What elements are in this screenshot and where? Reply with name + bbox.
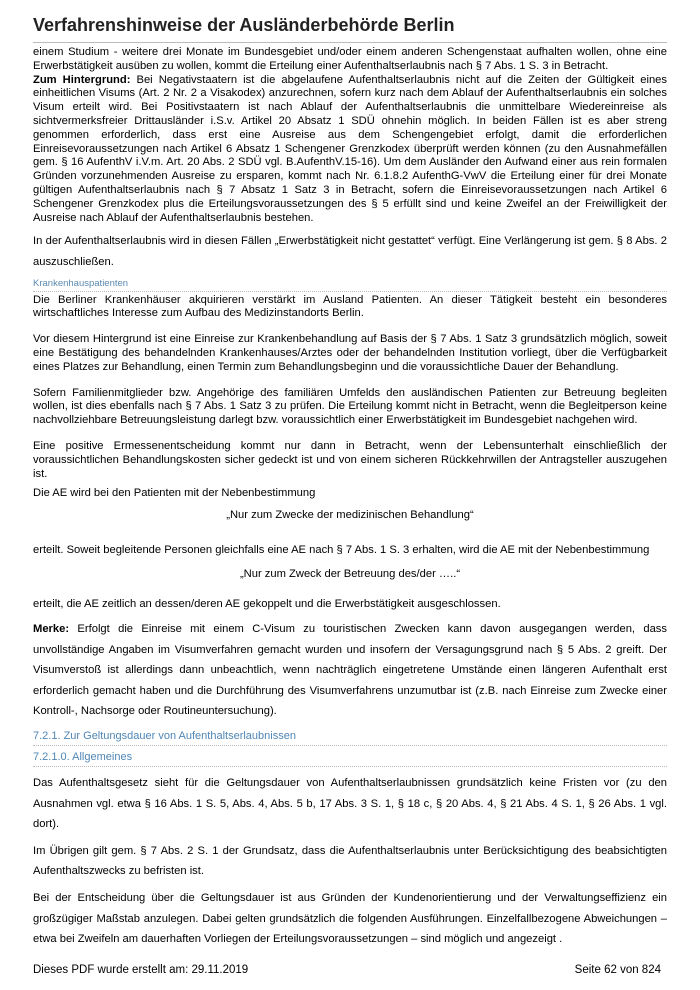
page-title: Verfahrenshinweise der Ausländerbehörde Berlin bbox=[33, 15, 455, 35]
quote-medical: „Nur zum Zwecke der medizinischen Behandlung“ bbox=[226, 509, 474, 522]
quote-care: „Nur zum Zweck der Betreuung des/der …..“ bbox=[239, 567, 461, 580]
paragraph-note bbox=[33, 619, 667, 722]
background-text: Bei Negativstaatern ist die abgelaufene Aufenthaltserlaubnis nicht auf die Zeiten der Gültigkeit eines einheitlichen Visums (Art. 2 Nr. 2 a Visakodex) anzurechnen, sofern kurz nach dem Ablauf der Aufenthaltserlaubnis ein solches Visum erteilt wird. Bei Positivstaatern ist nach Ablauf der Aufenthaltserlaubnis die unmittelbare Wiedereinreise als sichtvermerksfreier Drittausländer i.S.v. Artikel 20 Absatz 1 SDÜ ohnehin möglich. In beiden Fällen ist es aber streng genommen erforderlich, dass erst eine Ausreise aus dem Schengengebiet erfolgt, damit die erforderlichen Einreisevoraussetzungen nach Artikel 6 Absatz 1 Schengener Grenzkodex überprüft werden können (zu den Ausnahmefällen gem. § 16 AufenthV i.V.m. Art. 20 Abs. 2 SDÜ vgl. B.AufenthV.15-16). Um dem Ausländer den Aufwand einer aus rein formalen Gründen vorzunehmenden Ausreise zu ersparen, kommt nach Nr. 6.1.8.2 AufenthG-VwV die Erteilung einer für drei Monate gültigen Aufenthaltserlaubnis nach § 7 Absatz 1 Satz 3 in Betracht, sofern die Einreisevoraussetzungen nach Artikel 6 Schengener Grenzkodex plus die Erteilungsvoraussetzungen des § 5 erfüllt sind und keine Zweifel an der Freiwilligkeit der Ausreise nach Ablauf der Aufenthaltserlaubnis bestehen. bbox=[33, 73, 667, 224]
paragraph-7: Eine positive Ermessenentscheidung kommt nur dann in Betracht, wenn der Lebensunterhalt einschließlich der voraussichtlichen Behandlungskosten sicher gedeckt ist und von einem sicheren Rückkehrwillen der Antragsteller auszugehen ist. bbox=[33, 439, 667, 480]
paragraph-background bbox=[33, 74, 667, 226]
paragraph-8: Die AE wird bei den Patienten mit der Nebenbestimmung bbox=[33, 487, 316, 500]
note-text: Erfolgt die Einreise mit einem C-Visum zu touristischen Zwecken kann davon ausgegangen werden, dass unvollständige Angaben im Visumverfahren gemacht wurden und insofern der Versagungsgrund nach § 5 Abs. 2 greift. Der Visumverstoß ist allerdings dann unbeachtlich, wenn nachträglich eingetretene Umstände einen längeren Aufenthalt erst erforderlich gemacht haben und die Durchführung des Visumverfahrens unzumutbar ist (z.B. nach Einreise zum Zwecke einer Kontroll-, Nachsorge oder Routineuntersuchung). bbox=[33, 623, 667, 718]
page-footer bbox=[33, 964, 661, 976]
document-page bbox=[33, 0, 667, 950]
footer-page-number: Seite 62 von 824 bbox=[574, 964, 661, 976]
paragraph-3: In der Aufenthaltserlaubnis wird in diesen Fällen „Erwerbstätigkeit nicht gestattet“ verfügt. Eine Verlängerung ist gem. § 8 Abs. 2 auszuschließen. bbox=[33, 235, 667, 268]
paragraph-5: Vor diesem Hintergrund ist eine Einreise zur Krankenbehandlung auf Basis der § 7 Abs. 1 Satz 3 grundsätzlich möglich, soweit eine Bestätigung des behandelnden Krankenhauses/Arztes oder der behandelnden Institution vorliegt, über die Verfügbarkeit eines Platzes zur Behandlung, einen Termin zum Behandlungsbeginn und die voraussichtliche Dauer der Behandlung. bbox=[33, 333, 667, 373]
background-label: Zum Hintergrund: bbox=[33, 73, 131, 86]
paragraph-6: Sofern Familienmitglieder bzw. Angehörige des familiären Umfelds den ausländischen Patienten zur Betreuung begleiten wollen, ist dies ebenfalls nach § 7 Abs. 1 Satz 3 zu prüfen. Die Erteilung kommt nicht in Betracht, wenn die Begleitperson keine nachvollziehbare Betreuungsleistung darlegt bzw. voraussichtlich einer Erwerbstätigkeit im Bundesgebiet nachgehen wird. bbox=[33, 386, 667, 427]
note-label: Merke: bbox=[33, 623, 70, 636]
paragraph-9: erteilt. Soweit begleitende Personen gleichfalls eine AE nach § 7 Abs. 1 S. 3 erhalten, wird die AE mit der Nebenbestimmung bbox=[33, 543, 650, 556]
paragraph-14: Bei der Entscheidung über die Geltungsdauer ist aus Gründen der Kundenorientierung und der Verwaltungseffizienz ein großzügiger Maßstab anzulegen. Dabei gelten grundsätzlich die folgenden Ausführungen. Einzelfallbezogene Abweichungen – etwa bei Zweifeln am dauerhaften Vorliegen der Erteilungsvoraussetzungen – sind möglich und angezeigt . bbox=[33, 892, 667, 946]
section-heading-krankenhaus: Krankenhauspatienten bbox=[33, 278, 667, 292]
paragraph-10: erteilt, die AE zeitlich an dessen/deren AE gekoppelt und die Erwerbstätigkeit ausgeschlossen. bbox=[33, 598, 501, 611]
heading-7-2-1: 7.2.1. Zur Geltungsdauer von Aufenthaltserlaubnissen bbox=[33, 730, 667, 746]
heading-7-2-1-0: 7.2.1.0. Allgemeines bbox=[33, 751, 667, 767]
paragraph-12: Das Aufenthaltsgesetz sieht für die Geltungsdauer von Aufenthaltserlaubnissen grundsätzlich keine Fristen vor (zu den Ausnahmen vgl. etwa § 16 Abs. 1 S. 5, Abs. 4, Abs. 5 b, 17 Abs. 3 S. 1, § 18 c, § 20 Abs. 4, § 21 Abs. 4 S. 1, § 26 Abs. 1 vgl. dort). bbox=[33, 777, 667, 831]
footer-created-date: Dieses PDF wurde erstellt am: 29.11.2019 bbox=[33, 964, 249, 976]
paragraph-1: einem Studium - weitere drei Monate im Bundesgebiet und/oder einem anderen Schengenstaat aufhalten wollen, ohne eine Erwerbstätigkeit ausüben zu wollen, kommt die Erteilung einer Aufenthaltserlaubnis nach § 7 Abs. 1 S. 3 in Betracht. bbox=[33, 46, 667, 72]
paragraph-13: Im Übrigen gilt gem. § 7 Abs. 2 S. 1 der Grundsatz, dass die Aufenthaltserlaubnis unter Berücksichtigung des beabsichtigten Aufenthaltszwecks zu befristen ist. bbox=[33, 844, 667, 878]
paragraph-4: Die Berliner Krankenhäuser akquirieren verstärkt im Ausland Patienten. An dieser Tätigkeit besteht ein besonderes wirtschaftliches Interesse zum Aufbau des Medizinstandorts Berlin. bbox=[33, 293, 667, 320]
